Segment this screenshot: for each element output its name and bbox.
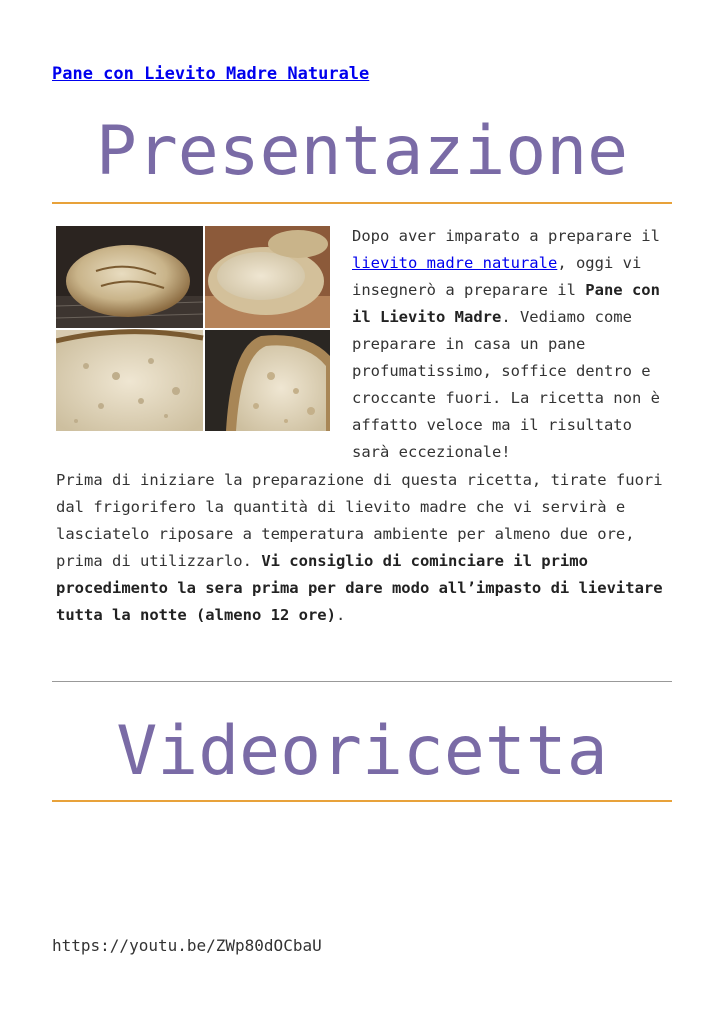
section-heading-videoricetta: Videoricetta — [116, 712, 608, 791]
intro-paragraph — [352, 223, 677, 466]
lievito-madre-link[interactable]: lievito madre naturale — [352, 254, 558, 272]
intro-text: Dopo aver imparato a preparare il — [352, 227, 660, 245]
heading-underline — [52, 202, 672, 204]
body-text: Prima di iniziare la preparazione di questa ricetta, tirate fuori dal frigorifero la quantità di lievito madre che vi servirà e lasciatelo riposare a temperatura ambiente per almeno due ore, prima di utilizzarlo. — [56, 471, 663, 570]
intro-text-2: , oggi vi insegnerò a preparare il — [352, 254, 642, 299]
heading-underline-2 — [52, 800, 672, 802]
body-paragraph — [56, 467, 681, 629]
intro-text-3: . Vediamo come preparare in casa un pane profumatissimo, soffice dentro e croccante fuori. La ricetta non è affatto veloce ma il risultato sarà eccezionale! — [352, 308, 660, 461]
body-bold-text: Vi consiglio di cominciare il primo procedimento la sera prima per dare modo all’impasto di lievitare tutta la notte (almeno 12 ore) — [56, 552, 663, 624]
video-url: https://youtu.be/ZWp80dOCbaU — [52, 936, 322, 955]
bread-photo-collage — [56, 226, 330, 431]
intro-bold-text: Pane con il Lievito Madre — [352, 281, 660, 326]
body-text-end: . — [335, 606, 346, 624]
section-divider — [52, 681, 672, 682]
section-heading-presentazione: Presentazione — [95, 112, 629, 191]
document-title-link[interactable]: Pane con Lievito Madre Naturale — [52, 64, 370, 84]
